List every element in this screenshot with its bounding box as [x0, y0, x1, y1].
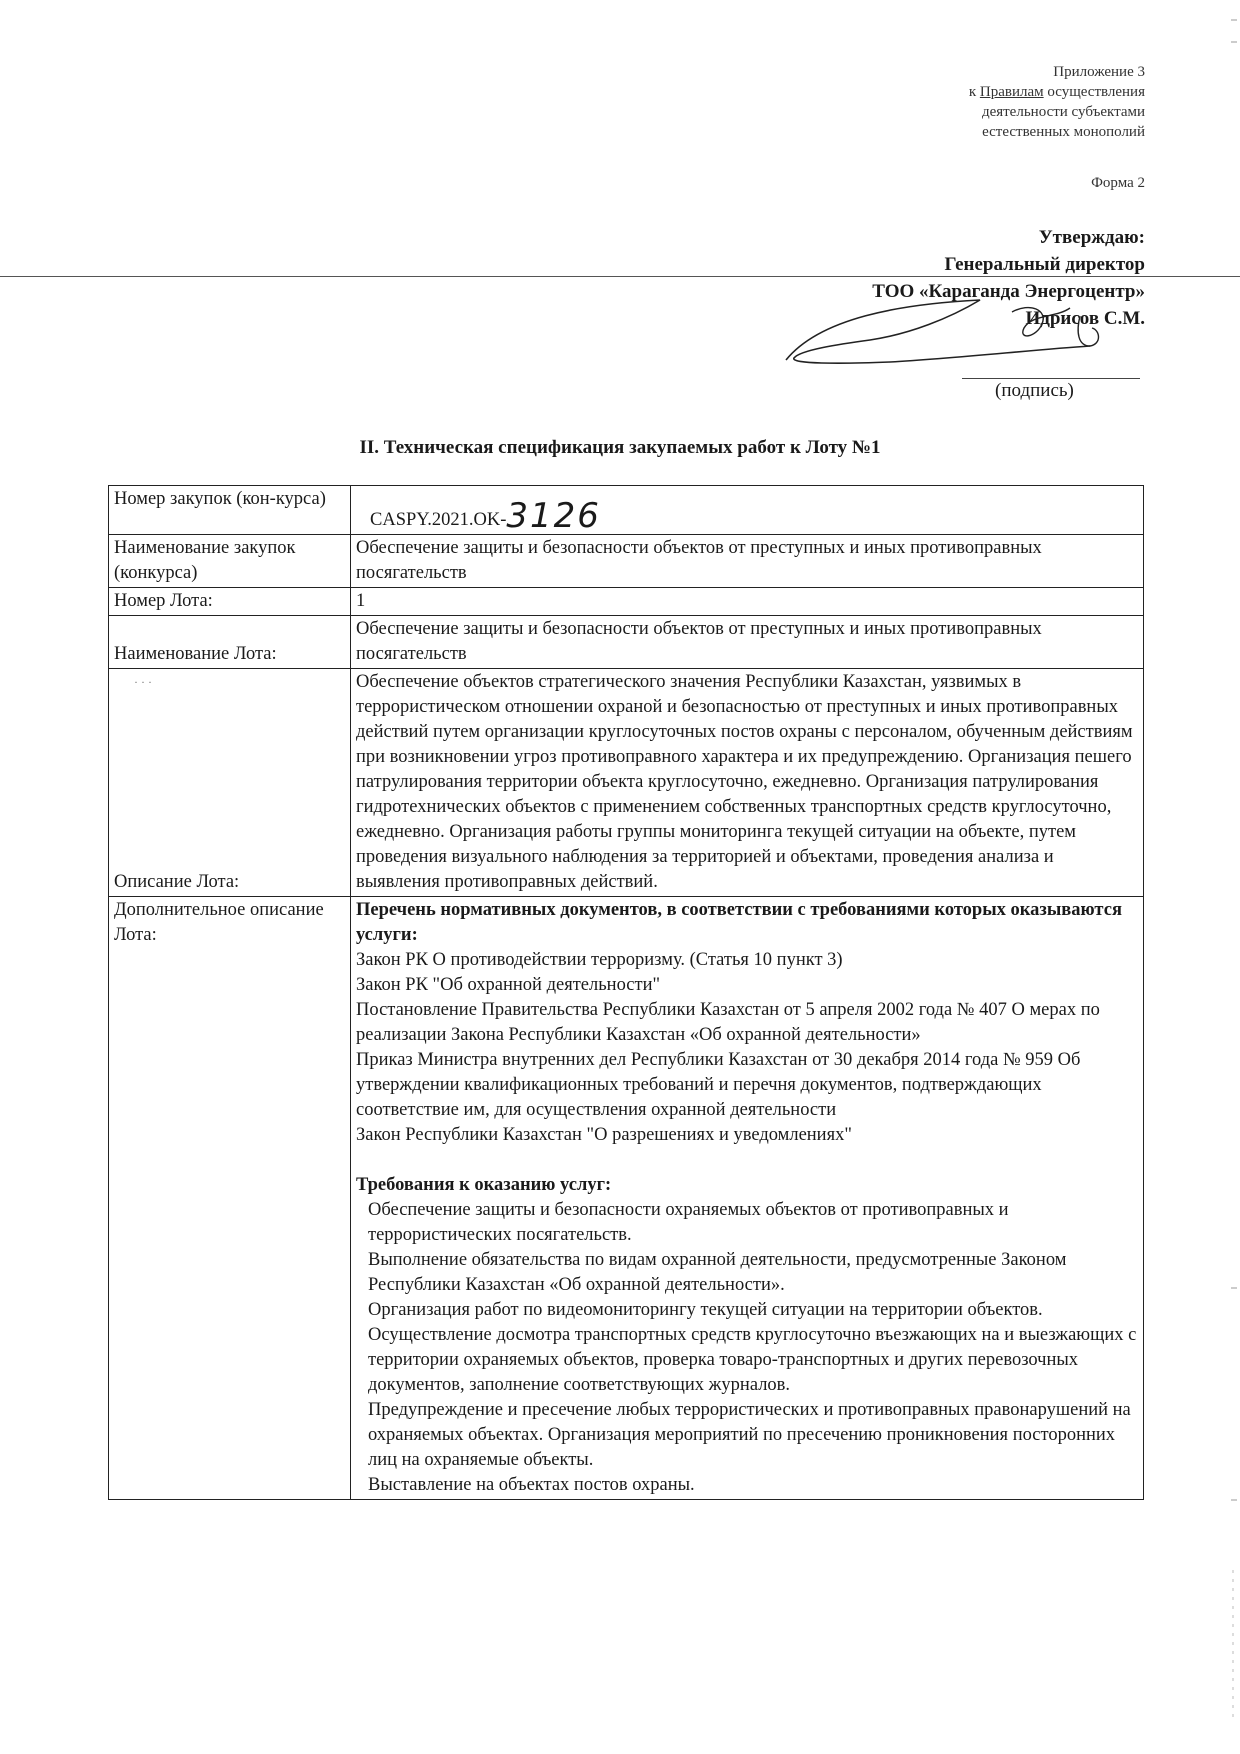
normative-doc-item: Закон Республики Казахстан "О разрешениях и уведомлениях" — [356, 1125, 852, 1145]
signature-caption: (подпись) — [995, 380, 1074, 401]
rules-link[interactable]: Правилам — [979, 84, 1044, 100]
appendix-suffix: осуществления — [1043, 84, 1145, 100]
approval-line-4: Идрисов С.М. — [1025, 308, 1145, 329]
approval-line-3: ТОО «Караганда Энергоцентр» — [872, 281, 1145, 302]
normative-doc-item: Закон РК "Об охранной деятельности" — [356, 975, 661, 995]
lot-number-value: 1 — [351, 588, 1144, 616]
lot-number-label: Номер Лота: — [109, 588, 351, 616]
approval-line-2: Генеральный директор — [944, 254, 1145, 275]
table-row — [109, 897, 1144, 1500]
signature-line — [962, 378, 1140, 379]
requirement-item: Выставление на объектах постов охраны. — [368, 1475, 695, 1495]
extra-description-value — [351, 897, 1144, 1500]
normative-doc-item: Закон РК О противодействии терроризму. (Статья 10 пункт 3) — [356, 950, 843, 970]
lot-name-label: Наименование Лота: — [109, 616, 351, 669]
form-number: Форма 2 — [1091, 175, 1145, 191]
handwritten-signature — [780, 288, 1120, 368]
appendix-line-2 — [969, 82, 1145, 102]
appendix-line-1: Приложение 3 — [1053, 64, 1145, 80]
requirement-item: Обеспечение защиты и безопасности охраняемых объектов от противоправных и террористических посягательств. — [368, 1200, 1009, 1245]
appendix-reference — [969, 62, 1145, 142]
requirement-item: Предупреждение и пресечение любых террористических и противоправных правонарушений на охраняемых объектах. Организация мероприятий по пресечению проникновения посторонних лиц на охраняемые объекты. — [368, 1400, 1131, 1470]
purchase-number-label: Номер закупок (кон-курса) — [109, 486, 351, 535]
appendix-prefix: к — [968, 84, 980, 100]
normative-doc-item: Приказ Министра внутренних дел Республики Казахстан от 30 декабря 2014 года № 959 Об утверждении квалификационных требований и перечня документов, подтверждающих соответствие им, для осуществления охранной деятельности — [356, 1050, 1081, 1120]
appendix-line-3: деятельности субъектами — [981, 104, 1145, 120]
lot-name-value: Обеспечение защиты и безопасности объектов от преступных и иных противоправных посягательств — [351, 616, 1144, 669]
normative-doc-item: Постановление Правительства Республики Казахстан от 5 апреля 2002 года № 407 О мерах по реализации Закона Республики Казахстан «Об охранной деятельности» — [356, 1000, 1100, 1045]
requirement-item: Выполнение обязательства по видам охранной деятельности, предусмотренные Законом Республики Казахстан «Об охранной деятельности». — [368, 1250, 1067, 1295]
extra-description-label: Дополнительное описание Лота: — [109, 897, 351, 1500]
lot-description-value: Обеспечение объектов стратегического значения Республики Казахстан, уязвимых в террористическом отношении охраной и безопасностью от преступных и иных противоправных действий путем организации круглосуточных постов охраны с персоналом, обученным действиям при возникновении угроз противоправного характера и их предупреждению. Организация пешего патрулирования территории объекта круглосуточно, ежедневно. Организация патрулирования гидротехнических объектов с применением собственных транспортных средств круглосуточно, ежедневно. Организация работы группы мониторинга текущей ситуации на объекте, путем проведения визуального наблюдения за территорией и объектами, проведения анализа и выявления противоправных действий. — [351, 669, 1144, 897]
scan-edge-marks — [1228, 0, 1238, 1754]
purchase-name-label: Наименование закупок (конкурса) — [109, 535, 351, 588]
spacer — [356, 1148, 1137, 1173]
purchase-number-prefix: CASPY.2021.OK- — [370, 510, 507, 530]
requirement-item: Организация работ по видеомониторингу текущей ситуации на территории объектов. — [368, 1300, 1043, 1320]
appendix-line-4: естественных монополий — [982, 124, 1145, 140]
table-row — [109, 588, 1144, 616]
requirement-item: Осуществление досмотра транспортных средств круглосуточно въезжающих на и выезжающих с территории охраняемых объектов, проверка товаро-транспортных и других перевозочных документов, заполнение соответствующих журналов. — [368, 1325, 1137, 1395]
purchase-number-handwritten: 3126 — [506, 496, 601, 536]
approval-line-1: Утверждаю: — [1038, 227, 1145, 248]
requirements-heading: Требования к оказанию услуг: — [356, 1175, 612, 1195]
table-row — [109, 535, 1144, 588]
normative-heading: Перечень нормативных документов, в соответствии с требованиями которых оказываются услуги: — [356, 900, 1122, 945]
lot-description-label: Описание Лота: — [114, 872, 240, 892]
purchase-number-value — [351, 486, 1144, 535]
specification-table — [108, 485, 1144, 1500]
lot-description-label-cell — [109, 669, 351, 897]
table-row — [109, 669, 1144, 897]
document-title: II. Техническая спецификация закупаемых работ к Лоту №1 — [359, 437, 881, 458]
table-row — [109, 616, 1144, 669]
lot-description-dots: · · · — [134, 675, 152, 689]
purchase-name-value: Обеспечение защиты и безопасности объектов от преступных и иных противоправных посягательств — [351, 535, 1144, 588]
table-row — [109, 486, 1144, 535]
